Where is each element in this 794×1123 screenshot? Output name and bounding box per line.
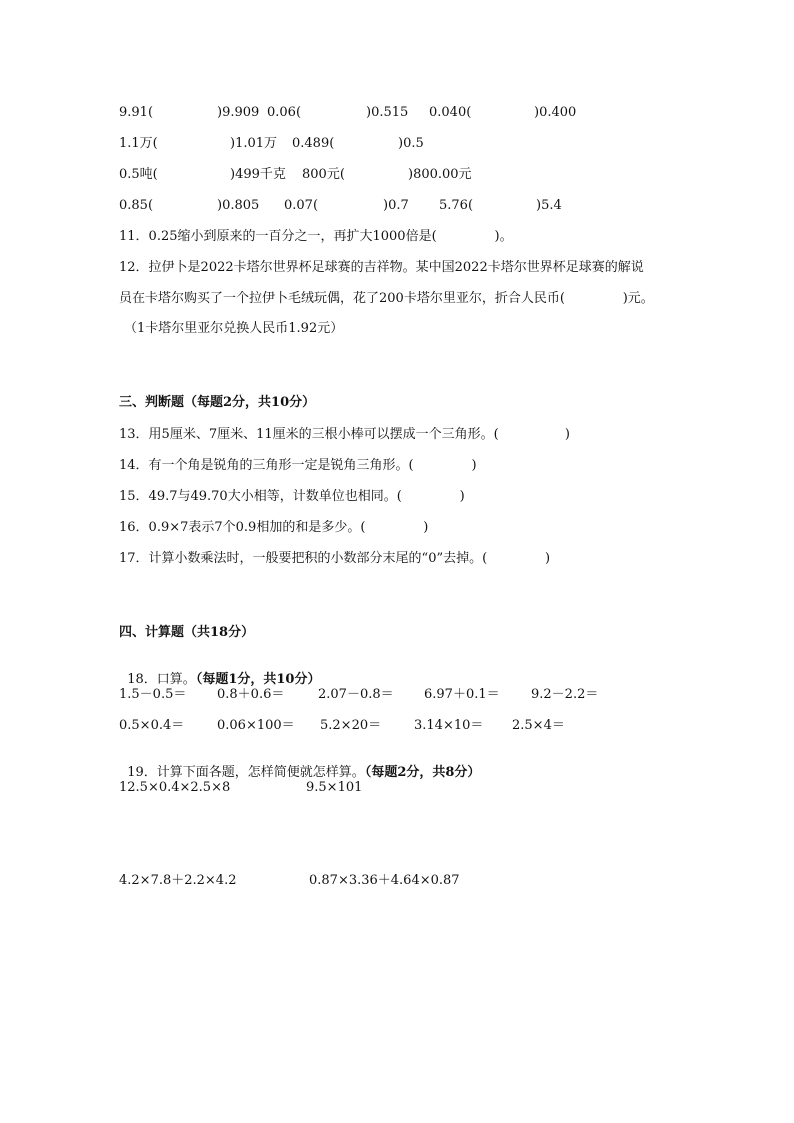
compare-item: )1.01万	[230, 136, 278, 151]
question-13: 13．用5厘米、7厘米、11厘米的三根小棒可以摆成一个三角形。( )	[119, 427, 570, 442]
question-18-label: 18．口算。	[127, 672, 196, 687]
compare-item: )0.805	[217, 198, 260, 213]
calc-item: 4.2×7.8＋2.2×4.2	[119, 873, 237, 888]
question-17: 17．计算小数乘法时，一般要把积的小数部分末尾的“0”去掉。( )	[119, 551, 551, 566]
mental-math-item: 2.5×4＝	[512, 718, 565, 733]
question-11: 11．0.25缩小到原来的一百分之一，再扩大1000倍是( )。	[119, 229, 513, 244]
compare-item: 1.1万(	[119, 136, 158, 151]
question-15: 15．49.7与49.70大小相等，计数单位也相同。( )	[119, 489, 465, 504]
question-19-label: 19．计算下面各题，怎样简便就怎样算。	[127, 765, 365, 780]
question-19-points: （每题2分，共8分）	[364, 765, 481, 780]
compare-item: )0.515	[366, 105, 409, 120]
compare-item: 0.040(	[429, 105, 472, 120]
compare-item: )5.4	[536, 198, 562, 213]
compare-item: 5.76(	[439, 198, 474, 213]
compare-item: )9.909	[217, 105, 260, 120]
compare-item: )499千克	[230, 167, 286, 182]
mental-math-item: 0.06×100＝	[217, 718, 295, 733]
question-12-line-1: 12．拉伊卜是2022卡塔尔世界杯足球赛的吉祥物。某中国2022卡塔尔世界杯足球赛的解说	[119, 260, 644, 275]
question-16: 16．0.9×7表示7个0.9相加的和是多少。( )	[119, 520, 429, 535]
mental-math-item: 3.14×10＝	[414, 718, 484, 733]
question-19	[119, 749, 480, 781]
compare-item: 0.5吨(	[119, 167, 158, 182]
question-14: 14．有一个角是锐角的三角形一定是锐角三角形。( )	[119, 458, 477, 473]
question-18-points: （每题1分，共10分）	[195, 672, 321, 687]
compare-item: )0.400	[534, 105, 577, 120]
compare-item: 0.06(	[267, 105, 302, 120]
calc-item: 12.5×0.4×2.5×8	[119, 780, 231, 795]
compare-item: 0.85(	[119, 198, 154, 213]
compare-item: 0.07(	[284, 198, 319, 213]
mental-math-item: 0.8＋0.6＝	[217, 687, 285, 702]
mental-math-item: 2.07－0.8＝	[318, 687, 394, 702]
compare-item: 0.489(	[292, 136, 335, 151]
question-12-note: （1卡塔尔里亚尔兑换人民币1.92元）	[124, 321, 344, 336]
question-12-line-2: 员在卡塔尔购买了一个拉伊卜毛绒玩偶，花了200卡塔尔里亚尔，折合人民币( )元。	[119, 291, 654, 306]
mental-math-item: 9.2－2.2＝	[531, 687, 599, 702]
mental-math-item: 5.2×20＝	[320, 718, 382, 733]
calc-item: 0.87×3.36＋4.64×0.87	[309, 873, 460, 888]
question-18	[119, 656, 320, 688]
section-4-title: 四、计算题（共18分）	[119, 625, 255, 640]
compare-item: 800元(	[302, 167, 345, 182]
compare-item: )0.7	[383, 198, 409, 213]
compare-item: )800.00元	[408, 167, 472, 182]
section-3-title: 三、判断题（每题2分，共10分）	[119, 395, 316, 410]
calc-item: 9.5×101	[306, 780, 363, 795]
compare-item: )0.5	[398, 136, 424, 151]
mental-math-item: 1.5－0.5＝	[119, 687, 187, 702]
mental-math-item: 0.5×0.4＝	[119, 718, 185, 733]
compare-item: 9.91(	[119, 105, 154, 120]
mental-math-item: 6.97＋0.1＝	[424, 687, 500, 702]
